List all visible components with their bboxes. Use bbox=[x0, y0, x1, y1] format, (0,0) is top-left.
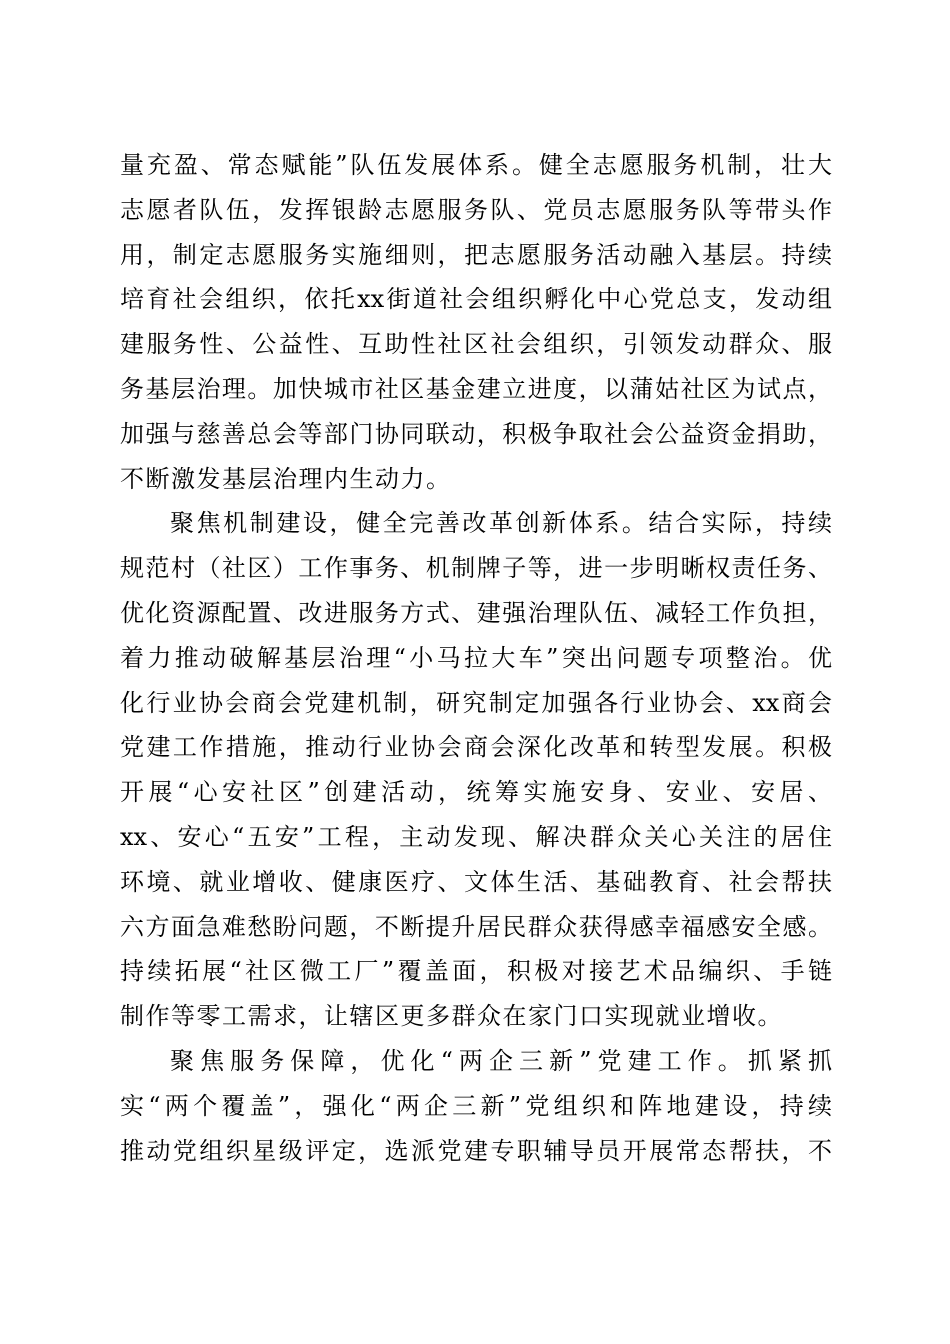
paragraph-1-line-8: 不断激发基层治理内生动力。 bbox=[120, 464, 452, 493]
paragraph-1-line-6: 务基层治理。加快城市社区基金建立进度，以蒲姑社区为试点， bbox=[120, 374, 832, 403]
paragraph-1-line-5: 建服务性、公益性、互助性社区社会组织，引领发动群众、服 bbox=[120, 330, 832, 359]
paragraph-3-line-3: 推动党组织星级评定，选派党建专职辅导员开展常态帮扶，不 bbox=[120, 1136, 832, 1165]
paragraph-1-line-3: 用，制定志愿服务实施细则，把志愿服务活动融入基层。持续 bbox=[120, 240, 832, 269]
paragraph-1-line-7: 加强与慈善总会等部门协同联动，积极争取社会公益资金捐助， bbox=[120, 419, 832, 448]
paragraph-2-line-5: 化行业协会商会党建机制，研究制定加强各行业协会、xx商会 bbox=[120, 688, 832, 717]
paragraph-2-line-9: 环境、就业增收、健康医疗、文体生活、基础教育、社会帮扶 bbox=[120, 867, 832, 896]
paragraph-2-line-8: xx、安心“五安”工程，主动发现、解决群众关心关注的居住 bbox=[120, 822, 832, 851]
paragraph-3 bbox=[120, 1039, 832, 1173]
paragraph-2-line-2: 规范村（社区）工作事务、机制牌子等，进一步明晰权责任务、 bbox=[120, 554, 832, 583]
paragraph-2-line-7: 开展“心安社区”创建活动，统筹实施安身、安业、安居、 bbox=[120, 778, 832, 807]
paragraph-1-line-4: 培育社会组织，依托xx街道社会组织孵化中心党总支，发动组 bbox=[120, 285, 832, 314]
paragraph-2-line-1: 聚焦机制建设，健全完善改革创新体系。结合实际，持续 bbox=[170, 509, 832, 538]
paragraph-2-line-12: 制作等零工需求，让辖区更多群众在家门口实现就业增收。 bbox=[120, 1002, 783, 1031]
document-body bbox=[120, 143, 832, 1173]
paragraph-1-line-1: 量充盈、常态赋能”队伍发展体系。健全志愿服务机制，壮大 bbox=[120, 151, 832, 179]
paragraph-2 bbox=[120, 501, 832, 1039]
paragraph-2-line-11: 持续拓展“社区微工厂”覆盖面，积极对接艺术品编织、手链 bbox=[120, 957, 832, 986]
paragraph-3-line-2: 实“两个覆盖”，强化“两企三新”党组织和阵地建设，持续 bbox=[120, 1091, 832, 1120]
paragraph-3-line-1: 聚焦服务保障，优化“两企三新”党建工作。抓紧抓 bbox=[170, 1046, 832, 1075]
paragraph-2-line-6: 党建工作措施，推动行业协会商会深化改革和转型发展。积极 bbox=[120, 733, 832, 762]
paragraph-1-line-2: 志愿者队伍，发挥银龄志愿服务队、党员志愿服务队等带头作 bbox=[120, 195, 832, 224]
paragraph-1 bbox=[120, 143, 832, 501]
paragraph-2-line-4: 着力推动破解基层治理“小马拉大车”突出问题专项整治。优 bbox=[120, 643, 832, 672]
paragraph-2-line-10: 六方面急难愁盼问题，不断提升居民群众获得感幸福感安全感。 bbox=[120, 912, 832, 941]
paragraph-2-line-3: 优化资源配置、改进服务方式、建强治理队伍、减轻工作负担， bbox=[120, 598, 832, 627]
